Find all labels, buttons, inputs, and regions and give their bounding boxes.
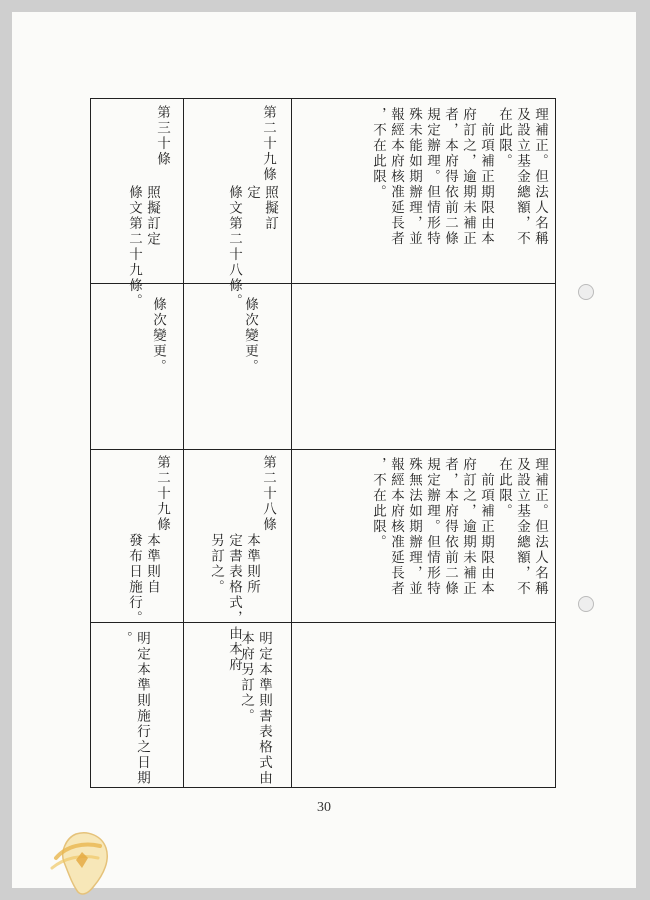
lower-article-heading: 第二十八條 (260, 455, 276, 533)
upper-left-article-heading: 第三十條 (154, 105, 170, 167)
lower-left-text: 本準則自 發布日施行。 (126, 533, 160, 626)
upper-left-text: 照擬訂定 條文第二十九條。 (126, 185, 160, 309)
upper-current-text: 理補正。但法人名稱 及設立基金總額，不 在此限。 前項補正期限由本 府訂之，逾期未補正 者，本府得依前二條 規定辦理。但情形特 殊未能如期辦理，並 報經本府核准延長者 ，不在此限。 (370, 107, 548, 247)
upper-left-note: 條次變更。 (150, 297, 166, 375)
column-divider (183, 99, 184, 787)
row-divider (91, 449, 555, 450)
binder-hole-top (578, 284, 594, 300)
lower-middle-note: 明定本準則書表格式由 本府另訂之。 (238, 631, 272, 786)
column-divider (291, 99, 292, 787)
lower-current-text: 理補正。但法人名稱 及設立基金總額，不 在此限。 前項補正期限由本 府訂之，逾期未補正 者，本府得依前二條 規定辦理。但情形特 殊無法如期辦理，並 報經本府核准延長者 ，不在此限。 (370, 457, 548, 597)
taiwan-watermark-logo (42, 828, 132, 898)
upper-middle-note: 條次變更。 (242, 297, 258, 375)
document-page (12, 12, 636, 888)
page-number: 30 (317, 800, 331, 815)
upper-article-heading: 第二十九條 (260, 105, 276, 183)
upper-middle-text: 照擬訂 定 條文第二十八條。 (226, 185, 278, 309)
lower-middle-text: 本準則所 定書表格式，由本府 另訂之。 (208, 533, 260, 673)
comparison-table (90, 98, 556, 788)
lower-left-article-heading: 第二十九條 (154, 455, 170, 533)
binder-hole-bottom (578, 596, 594, 612)
lower-left-note: 明定本準則施行之日期 。 (116, 631, 150, 786)
